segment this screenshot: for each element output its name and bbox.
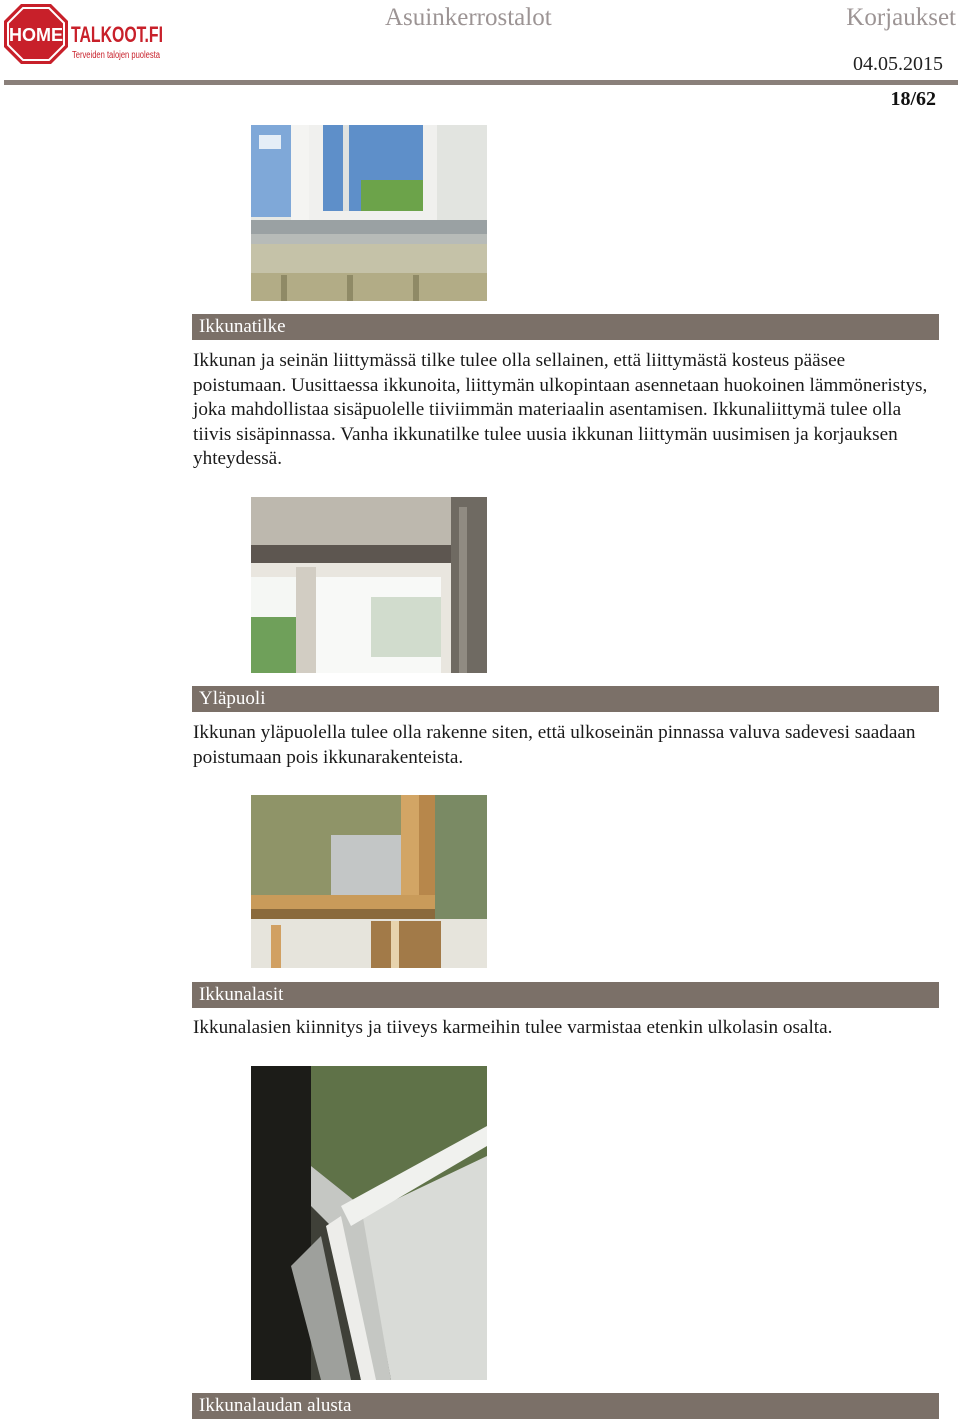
section-heading-ikkunalasit: Ikkunalasit (192, 982, 939, 1008)
page-number: 18/62 (890, 88, 936, 110)
photo-window-exterior (251, 125, 487, 301)
hometalkoot-logo[interactable] (4, 2, 169, 66)
section-body-ikkunalasit: Ikkunalasien kiinnitys ja tiiveys karmeihin tulee varmistaa etenkin ulkolasin osalta. (193, 1017, 833, 1038)
section-body-ylapuoli: Ikkunan yläpuolella tulee olla rakenne siten, että ulkoseinän pinnassa valuva sadevesi saadaan poistumaan pois ikkunarakenteista. (193, 722, 916, 768)
section-heading-ikkunalaudan-alusta: Ikkunalaudan alusta (192, 1393, 939, 1419)
header-date: 04.05.2015 (853, 53, 943, 75)
photo-window-top-structure (251, 795, 487, 968)
section-heading-ikkunatilke: Ikkunatilke (192, 314, 939, 340)
logo-talkoot-text: TALKOOT.FI (71, 22, 163, 47)
section-heading-ylapuoli: Yläpuoli (192, 686, 939, 712)
header-divider (4, 80, 958, 85)
photo-window-upper-interior (251, 497, 487, 673)
header-section-title: Korjaukset (846, 4, 956, 31)
logo-tagline: Terveiden talojen puolesta (72, 50, 161, 61)
section-body-ikkunatilke: Ikkunan ja seinän liittymässä tilke tulee olla sellainen, että liittymästä kosteus pääsee poistumaan. Uusittaessa ikkunoita, liittymän ulkopintaan asennetaan huokoinen lämmöneristys, joka mahdollistaa sisäpuolelle tiiviimmän materiaalin asentamisen. Ikkunaliittymä tulee olla tiivis sisäpinnassa. Vanha ikkunatilke tulee uusia ikkunan liittymän uusimisen ja korjauksen yhteydessä. (193, 350, 928, 470)
photo-window-glazing-closeup (251, 1066, 487, 1380)
header-category-title: Asuinkerrostalot (385, 4, 552, 31)
logo-home-text: HOME (9, 25, 63, 45)
